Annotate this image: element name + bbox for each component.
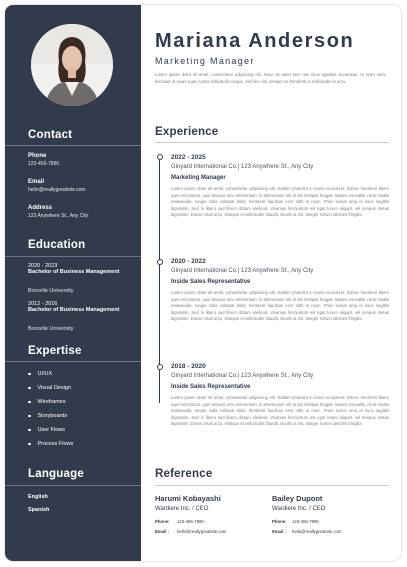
divider (5, 485, 141, 486)
expertise-item (28, 399, 66, 405)
divider (155, 142, 389, 143)
job-role: Marketing Manager (171, 175, 226, 181)
reference-phone: 123-456-7890 (177, 519, 204, 524)
reference-email-label: Email : (272, 529, 287, 534)
expertise-label: Wireframes (37, 399, 66, 405)
expertise-item (28, 427, 65, 433)
bullet-icon (28, 373, 31, 376)
expertise-label: Storyboards (37, 413, 68, 419)
timeline-dot (157, 154, 163, 160)
reference-phone-label: Phone: (272, 519, 287, 524)
full-name: Mariana Anderson (155, 30, 355, 52)
main-content (141, 5, 401, 561)
phone-label: Phone (28, 153, 47, 159)
reference-email: hello@reallygreatsite.com (292, 529, 342, 534)
education-years: 2020 - 2023 (28, 263, 58, 269)
job-company: Ginyard International Co.| 123 Anywhere St., Any City (171, 268, 314, 274)
phone-value: 123-456-7890 (28, 161, 60, 167)
education-degree: Bachelor of Business Management (28, 307, 120, 313)
contact-heading: Contact (28, 129, 73, 141)
job-dates: 2022 - 2025 (171, 154, 206, 161)
bullet-icon (28, 401, 31, 404)
job-role: Inside Sales Representative (171, 384, 251, 390)
job-description: Lorem ipsum dolor sit amet, consectetur adipiscing elit. Nullam pharetra in lorem at laoreet. Donec hendrerit libero eget est tempor, quis tempus arcu elementum. In elementum elit at dui tristique feugiat. Mauris convallis, mi at mattis malesuada, neque nulla volutpat dolor, hendrerit faucibus eros nibh ut nunc. Proin luctus urna id nunc sagittis dignissim. Sed in libero sed libero dictum eleifend. Vivamus fermentum est eget lorem aliquet, vel tempus metus dignissim. Donec risus arcu, tristique et sollicitudin blandit, iaculis ut est. Integer rutrum ultricies fringilla. (171, 186, 389, 218)
job-title: Marketing Manager (155, 56, 255, 66)
address-value: 123 Anywhere St., Any City (28, 213, 89, 219)
bullet-icon (28, 443, 31, 446)
email-value: hello@reallygreatsite.com (28, 187, 86, 193)
reference-name: Harumi Kobayashi (155, 494, 221, 503)
reference-name: Bailey Dupont (272, 494, 323, 503)
reference-phone-label: Phone: (155, 519, 170, 524)
resume-page (5, 5, 401, 561)
expertise-heading: Expertise (28, 345, 82, 357)
bullet-icon (28, 429, 31, 432)
divider (155, 485, 389, 486)
education-years: 2012 - 2016 (28, 301, 58, 307)
job-company: Ginyard International Co.| 123 Anywhere St., Any City (171, 373, 314, 379)
bullet-icon (28, 415, 31, 418)
reference-heading: Reference (155, 468, 213, 480)
job-company: Ginyard International Co.| 123 Anywhere St., Any City (171, 164, 314, 170)
timeline-dot (157, 259, 163, 265)
divider (5, 361, 141, 362)
sidebar (5, 5, 141, 561)
language-heading: Language (28, 468, 84, 480)
language-item: English (28, 494, 48, 500)
expertise-item (28, 413, 67, 419)
reference-phone: 123-456-7890 (292, 519, 319, 524)
reference-email: hello@reallygreatsite.com (177, 529, 227, 534)
bullet-icon (28, 387, 31, 390)
expertise-item (28, 385, 71, 391)
expertise-label: Process Flows (37, 441, 74, 447)
divider (5, 256, 141, 257)
expertise-label: Visual Design (37, 385, 72, 391)
job-dates: 2020 - 2022 (171, 258, 206, 265)
language-item: Spanish (28, 507, 50, 513)
address-label: Address (28, 205, 53, 211)
email-label: Email (28, 179, 45, 185)
job-role: Inside Sales Representative (171, 279, 251, 285)
job-description: Lorem ipsum dolor sit amet, consectetur adipiscing elit. Nullam pharetra in lorem at laoreet. Donec hendrerit libero eget est tempor, quis tempus arcu elementum. In elementum elit at dui tristique feugiat. Mauris convallis, mi at mattis malesuada, neque nulla volutpat dolor, hendrerit faucibus eros nibh ut nunc. Proin luctus urna id nunc sagittis dignissim. Sed in libero sed libero dictum eleifend. Vivamus fermentum est eget lorem aliquet, vel tempus metus dignissim. Donec risus arcu, tristique et sollicitudin blandit, iaculis ut est. Integer rutrum ultricies fringilla. (171, 290, 389, 322)
education-school: Borcelle University (28, 288, 74, 294)
timeline-dot (157, 364, 163, 370)
expertise-item (28, 371, 52, 377)
summary-text: Lorem ipsum dolor sit amet, consectetur adipiscing elit. Nunc sit amet sem nec risus egestas accumsan. In enim nunc, tincidunt ut quam eget, luctus sollicitudin neque. Sed leo nisl, semper ac hendrerit a, sollicitudin in arcu. (155, 72, 387, 84)
education-heading: Education (28, 239, 86, 251)
reference-email-label: Email : (155, 529, 170, 534)
expertise-item (28, 441, 73, 447)
reference-role: Wardiere Inc. / CEO (272, 506, 326, 512)
experience-heading: Experience (155, 126, 219, 138)
job-dates: 2018 - 2020 (171, 363, 206, 370)
education-degree: Bachelor of Business Management (28, 269, 120, 275)
reference-role: Wardiere Inc. / CEO (155, 506, 209, 512)
education-school: Borcelle University (28, 326, 74, 332)
expertise-label: UI/UX (37, 371, 53, 377)
job-description: Lorem ipsum dolor sit amet, consectetur adipiscing elit. Nullam pharetra in lorem at laoreet. Donec hendrerit libero eget est tempor, quis tempus arcu elementum. In elementum elit at dui tristique feugiat. Mauris convallis, mi at mattis malesuada, neque nulla volutpat dolor, hendrerit faucibus eros nibh ut nunc. Proin luctus urna id nunc sagittis dignissim. Sed in libero sed libero dictum eleifend. Vivamus fermentum est eget lorem aliquet, vel tempus metus dignissim. Donec risus arcu, tristique et sollicitudin blandit, iaculis ut est. Integer rutrum ultricies fringilla. (171, 395, 389, 427)
expertise-label: User Flows (37, 427, 66, 433)
divider (5, 145, 141, 146)
profile-photo (31, 24, 113, 106)
